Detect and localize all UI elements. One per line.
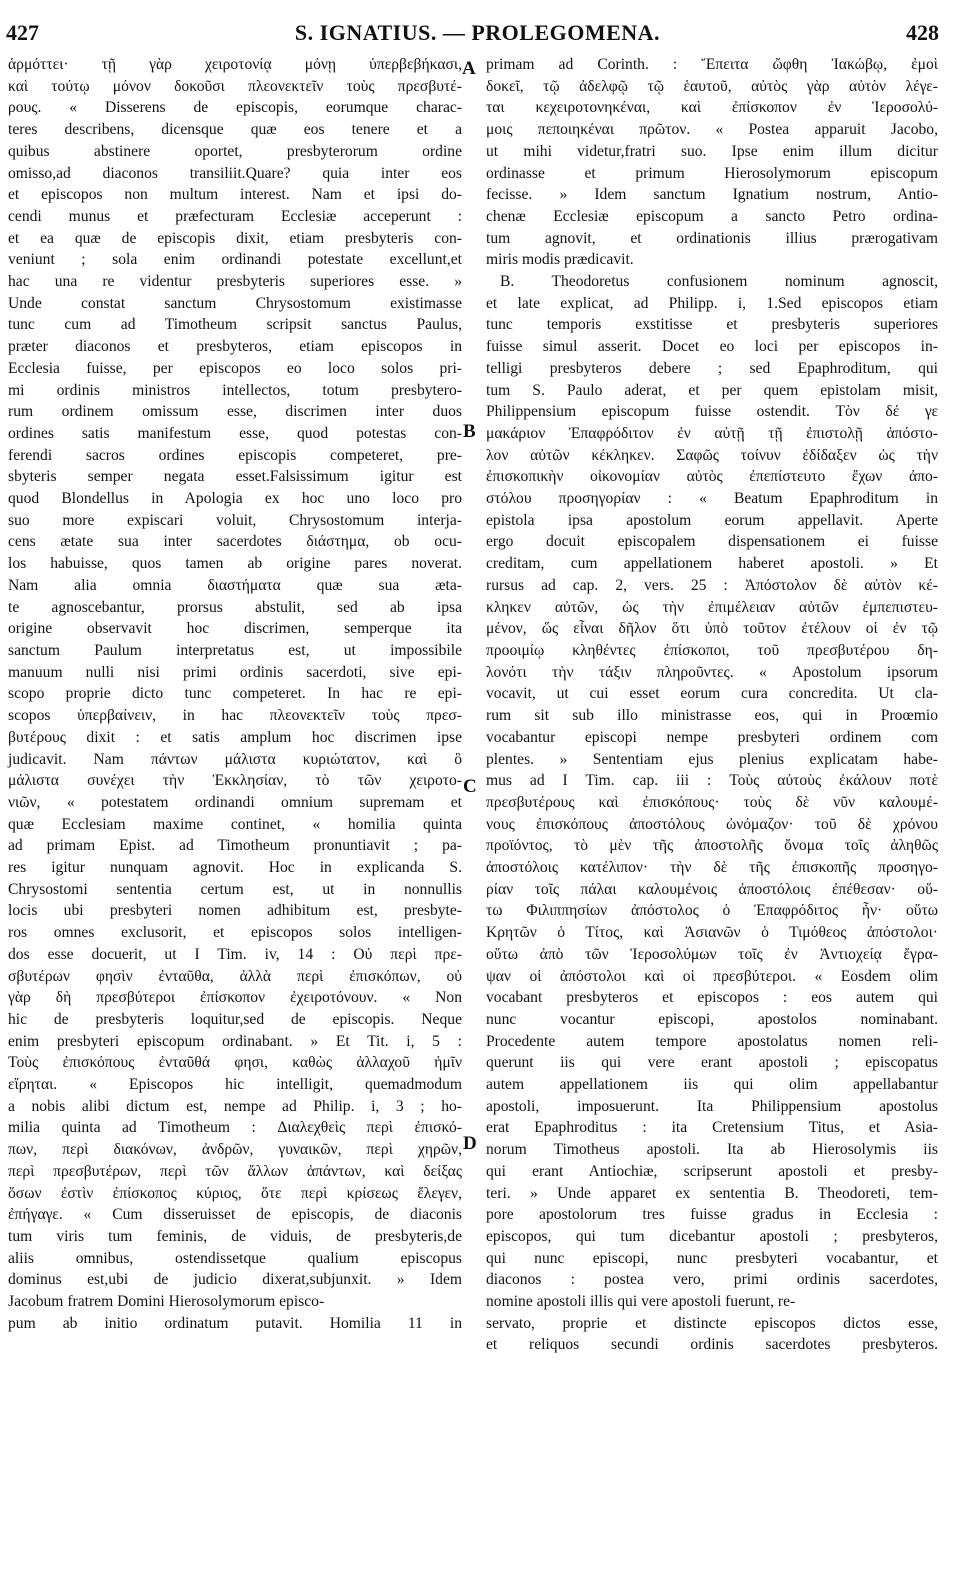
text-line: ἀποστόλοις κατέλιπον· τὴν δὲ τῆς ἐπισκοπῆς προσηγο-: [486, 859, 938, 877]
text-line: miris modis prædicavit.: [486, 251, 634, 269]
text-line: προϊόντος, τὸ μὲν τῆς ἀποστολῆς ὄνομα τοῖς ἀληθῶς: [486, 837, 938, 855]
margin-marker-a: A: [462, 58, 476, 79]
text-line: B. Theodoretus confusionem nominum agnoscit,: [500, 273, 938, 291]
text-line: episcopos, qui tum dicebantur apostoli ; presbyteros,: [486, 1227, 938, 1245]
text-line: μένον, ὥς εἶναι δῆλον ὅτι ὑπὸ τοῦτον ἐτέλουν οἱ ἐν τῷ: [486, 620, 938, 638]
text-line: πων, περὶ διακόνων, ἀνδρῶν, γυναικῶν, περὶ χηρῶν,: [8, 1141, 462, 1159]
text-line: fuisse simul asserit. Docet eo loci per episcopos in-: [486, 338, 938, 356]
text-line: pore apostolorum tres fuisse gradus in Ecclesia :: [486, 1206, 938, 1224]
text-line: Philippensium episcopum fuisse ostendit. Τὸν δέ γε: [486, 403, 938, 421]
text-line: origine observavit hoc discrimen, semperque ita: [8, 620, 462, 638]
text-line: sbyteris semper negata esset.Falsissimum igitur est: [8, 468, 462, 486]
margin-marker-d: D: [463, 1133, 477, 1154]
text-line: dos esse docuerit, ut I Tim. iv, 14 : Οὐ περὶ πρε-: [8, 945, 462, 963]
text-line: Nam alia omnia διαστήματα quæ sua æta-: [8, 576, 462, 594]
text-line: locis ubi presbyteri nomen adhibitum est, presbyte-: [8, 902, 462, 920]
text-line: diaconos : postea vero, primi ordinis sacerdotes,: [486, 1271, 938, 1289]
text-line: erat Epaphroditus : ita Cretensium Titus, et Asia-: [486, 1119, 938, 1137]
text-line: nunc vocantur episcopi, apostolos nominabant.: [486, 1010, 938, 1028]
text-line: aliis omnibus, ostendissetque qualium episcopus: [8, 1249, 462, 1267]
text-line: teri. » Unde apparet ex sententia B. Theodoreti, tem-: [486, 1184, 938, 1202]
text-line: creditam, cum appellationem haberet apostoli. » Et: [486, 555, 938, 573]
text-line: περὶ πρεσβυτέρων, περὶ τῶν ἄλλων ἁπάντων, καὶ δείξας: [8, 1162, 462, 1180]
text-line: καὶ τούτῳ μόνον δοκοῦσι πλεονεκτεῖν τοὺς πρεσβυτέ-: [8, 77, 462, 95]
text-line: ordinasse et primum Hierosolymorum episcopum: [486, 164, 938, 182]
text-line: epistola ipsa apostolum eorum appellavit. Aperte: [486, 511, 938, 529]
text-line: ros omnes exclusorit, et episcopos solos intelligen-: [8, 924, 462, 942]
text-line: rursus ad cap. 2, vers. 25 : Ἀπόστολον δὲ αὐτὸν κέ-: [486, 576, 938, 594]
text-line: ergo docuit episcopalem dispensationem ei fuisse: [486, 533, 938, 551]
text-line: pum ab initio ordinatum putavit. Homilia 11 in: [8, 1314, 462, 1332]
text-line: teres describens, dicensque quæ eos tenere et a: [8, 121, 462, 139]
text-line: ρίαν τοῖς πάλαι καλουμένοις ἀποστόλοις ἐπέθεσαν· οὕ-: [486, 880, 938, 898]
text-line: querunt iis qui vere erant apostoli ; episcopatus: [486, 1054, 938, 1072]
text-line: tum S. Paulo aderat, et per quem epistolam misit,: [486, 381, 938, 399]
text-line: mus ad I Tim. cap. iii : Τοὺς αὐτοὺς ἐκάλουν ποτὲ: [486, 772, 938, 790]
text-line: Κρητῶν ὁ Τίτος, καὶ Ἀσιανῶν ὁ Τιμόθεος ἀπόστολοι·: [486, 924, 938, 942]
text-line: ται κεχειροτονηκέναι, καὶ ἐπίσκοπον ἐν Ἱεροσολύ-: [486, 99, 938, 117]
text-line: sanctum Paulum interpretatus est, ut impossibile: [8, 641, 462, 659]
running-header: [0, 12, 955, 48]
page-number-left: 427: [6, 20, 39, 45]
text-line: plentes. » Sententiam ejus plenius explicatam habe-: [486, 750, 938, 768]
text-line: ordines satis manifestum esse, quod potestas con-: [8, 424, 462, 442]
text-line: μοις πεποιηκέναι πρῶτον. « Postea apparuit Jacobo,: [486, 121, 938, 139]
text-line: vocavit, ut cui esset eorum cura concredita. Ut cla-: [486, 685, 938, 703]
text-line: omisso,ad diaconos transiliit.Quare? quia inter eos: [8, 164, 462, 182]
text-line: primam ad Corinth. : Ἔπειτα ὤφθη Ἰακώβῳ, ἐμοὶ: [486, 56, 938, 73]
text-line: tunc temporis exstitisse et presbyteris superiores: [486, 316, 938, 334]
text-line: et episcopos non multum interest. Nam et ipsi do-: [8, 186, 462, 204]
text-line: ἐπισκοπικὴν οἰκονομίαν αὐτὸς ἐπεπίστευτο ἔχων ἀπο-: [486, 468, 938, 486]
text-line: vocabant presbyteros et episcopos : eos autem qui: [486, 989, 938, 1007]
text-line: scopos ὑπερβαίνειν, in hac πλεονεκτεῖν τοὺς πρεσ-: [8, 707, 462, 725]
text-line: Chrysostomi sententia certum est, ut in nonnullis: [8, 880, 462, 898]
text-line: te agnoscebantur, prorsus abstulit, sed ab ipsa: [8, 598, 462, 616]
text-line: πρεσβυτέρους καὶ ἐπισκόπους· τοὺς δὲ νῦν καλουμέ-: [486, 793, 938, 811]
text-line: λον αὐτῶν κέκληκεν. Σαφῶς τοίνυν ἐδίδαξεν ὡς τὴν: [486, 446, 938, 464]
text-line: cens ætate sua inter sacerdotes διάστημα, ob ocu-: [8, 533, 462, 551]
text-line: μάλιστα συνέχει τὴν Ἐκκλησίαν, τὸ τῶν χειροτο-: [8, 772, 462, 790]
text-line: res igitur nunquam agnovit. Hoc in explicanda S.: [8, 859, 462, 877]
margin-marker-b: B: [463, 421, 476, 442]
text-line: dominus est,ubi de judicio dixerat,subjunxit. » Idem: [8, 1271, 462, 1289]
text-line: præter diaconos et presbyteros, etiam episcopos in: [8, 338, 462, 356]
text-line: tum agnovit, et ordinationis illius prærogativam: [486, 229, 938, 247]
text-line: νιῶν, « potestatem ordinandi omnium supremam et: [8, 793, 462, 811]
text-line: los habuisse, quos tamen ab origine pares noverat.: [8, 555, 462, 573]
text-line: μακάριον Ἐπαφρόδιτον ἐν αὐτῇ τῇ ἐπιστολῇ ἀπόστο-: [486, 424, 938, 442]
text-line: norum Timotheus apostoli. Ita ab Hierosolymis iis: [486, 1141, 938, 1159]
text-line: rum ordinem omissum esse, discrimen inter duos: [8, 403, 462, 421]
text-line: ἐπήγαγε. « Cum disseruisset de episcopis, de diaconis: [8, 1206, 462, 1224]
text-line: mi ordinis ministros intellectos, totum presbytero-: [8, 381, 462, 399]
text-line: judicavit. Nam πάντων μάλιστα κυριώτατον, καὶ ὃ: [8, 750, 462, 768]
right-text-column: [486, 54, 938, 1356]
text-line: προοιμίῳ κληθέντες ἐπίσκοποι, τοῦ πρεσβυτέρου δη-: [486, 641, 938, 659]
text-line: apostoli, imposuerunt. Ita Philippensium apostolus: [486, 1097, 938, 1115]
text-line: λονότι τὴν τάξιν πληροῦντες. « Apostolum ipsorum: [486, 663, 938, 681]
text-line: κληκεν αὐτῶν, ὡς τὴν ἐπιμέλειαν αὐτῶν ἐμπεπιστευ-: [486, 598, 938, 616]
text-line: ρους. « Disserens de episcopis, eorumque charac-: [8, 99, 462, 117]
text-line: vocabantur episcopi nempe presbyteri ordinem com: [486, 728, 938, 746]
text-line: et late explicat, ad Philipp. i, 1.Sed episcopos etiam: [486, 294, 938, 312]
text-line: ψαν οἱ ἀπόστολοι καὶ οἱ πρεσβύτεροι. « Eosdem olim: [486, 967, 938, 985]
text-line: a nobis alibi dictum est, nempe ad Philip. i, 3 ; ho-: [8, 1097, 462, 1115]
text-line: γὰρ δὴ πρεσβύτεροι ἐπίσκοπον ἐχειροτόνουν. « Non: [8, 989, 462, 1007]
text-line: tum viris tum feminis, de viduis, de presbyteris,de: [8, 1227, 462, 1245]
text-line: tunc cum ad Timotheum scripsit sanctus Paulus,: [8, 316, 462, 334]
margin-marker-c: C: [463, 776, 477, 797]
text-line: σβυτέρων φησὶν ἐνταῦθα, ἀλλὰ περὶ ἐπισκόπων, οὐ: [8, 967, 462, 985]
text-line: οὕτω ἀπὸ τῶν Ἱεροσολύμων τοῖς ἐν Ἀντιοχείᾳ ἔγρα-: [486, 945, 938, 963]
text-line: manuum nulli nisi primi ordinis sacerdoti, sive epi-: [8, 663, 462, 681]
text-line: τω Φιλιππησίων ἀπόστολος ὁ Ἐπαφρόδιτος ἦν· οὕτω: [486, 902, 938, 920]
text-line: quibus abstinere oportet, presbyterorum ordine: [8, 142, 462, 160]
running-title: S. IGNATIUS. — PROLEGOMENA.: [294, 20, 661, 45]
text-line: quod Blondellus in Apologia ex hoc uno loco pro: [8, 490, 462, 508]
text-line: veniunt ; sola enim ordinandi potestate excellunt,et: [8, 251, 462, 269]
text-line: Unde constat sanctum Chrysostomum existimasse: [8, 294, 462, 312]
left-text-column: [8, 54, 462, 1334]
text-line: fecisse. » Idem sanctum Ignatium nostrum, Antio-: [486, 186, 938, 204]
text-line: hac una re videntur presbyteris superiores esse. »: [8, 273, 462, 291]
page-number-right: 428: [906, 20, 939, 45]
text-line: rum sit sub illo ministrasse eos, qui in Proœmio: [486, 707, 938, 725]
text-line: ad primam Epist. ad Timotheum pronuntiavit ; pa-: [8, 837, 462, 855]
text-line: Jacobum fratrem Domini Hierosolymorum episco-: [8, 1293, 325, 1311]
text-line: telligi presbyteros debere ; sed Epaphroditum, qui: [486, 359, 938, 377]
text-line: et reliquos secundi ordinis sacerdotes presbyteros.: [486, 1336, 938, 1354]
text-line: qui nunc episcopi, nunc presbyteri vocabantur, et: [486, 1249, 938, 1267]
text-line: ut mihi videtur,fratri suo. Ipse enim illum dicitur: [486, 142, 938, 160]
text-line: scopo proprie dicto tunc competeret. In hac re epi-: [8, 685, 462, 703]
text-line: στόλου προσηγορίαν : « Beatum Epaphroditum in: [486, 490, 938, 508]
text-line: enim presbyteri episcopum ordinabant. » Et Tit. i, 5 :: [8, 1032, 462, 1050]
text-line: nomine apostoli illis qui vere apostoli fuerunt, re-: [486, 1293, 796, 1311]
text-line: Procedente autem tempore apostolatus nomen reli-: [486, 1032, 938, 1050]
text-line: Ecclesia fuisse, per episcopos eo loco solos pri-: [8, 359, 462, 377]
text-line: chenæ Ecclesiæ episcopum a sancto Petro ordina-: [486, 207, 938, 225]
text-line: ἁρμόττει· τῇ γὰρ χειροτονίᾳ μόνῃ ὑπερβεβήκασι,: [8, 56, 462, 73]
text-line: suo more expiscari voluit, Chrysostomum interja-: [8, 511, 462, 529]
text-line: ferendi sacros ordines episcopis competeret, pre-: [8, 446, 462, 464]
text-line: δοκεῖ, τῷ ἀδελφῷ τῷ ἑαυτοῦ, αὐτὸς γὰρ αὐτὸν λέγε-: [486, 77, 938, 95]
text-line: νους ἐπισκόπους ἀποστόλους ὠνόμαζον· τοῦ δὲ χρόνου: [486, 815, 938, 833]
text-line: autem appellationem iis qui olim appellabantur: [486, 1076, 938, 1094]
text-line: et ea quæ de episcopis dixit, etiam presbyteris con-: [8, 229, 462, 247]
text-line: ὅσων ἐστὶν ἐπίσκοπος κύριος, ὅτε περὶ κρίσεως ἔλεγεν,: [8, 1184, 462, 1202]
text-line: quæ Ecclesiam maxime continet, « homilia quinta: [8, 815, 462, 833]
text-line: milia quinta ad Timotheum : Διαλεχθεὶς περὶ ἐπισκό-: [8, 1119, 462, 1137]
text-line: Τοὺς ἐπισκόπους ἐνταῦθά φησι, καθὼς ἀλλαχοῦ ἡμῖν: [8, 1054, 462, 1072]
text-line: qui erant Antiochiæ, scripserunt apostoli et presby-: [486, 1162, 938, 1180]
text-line: hic de presbyteris loquitur,sed de episcopis. Neque: [8, 1010, 462, 1028]
text-line: βυτέρους dixit : et satis amplum hoc discrimen ipse: [8, 728, 462, 746]
text-line: cendi munus et præfecturam Ecclesiæ acceperunt :: [8, 207, 462, 225]
text-line: εἴρηται. « Episcopos hic intelligit, quemadmodum: [8, 1076, 462, 1094]
text-line: servato, proprie et distincte episcopos dictos esse,: [486, 1314, 938, 1332]
